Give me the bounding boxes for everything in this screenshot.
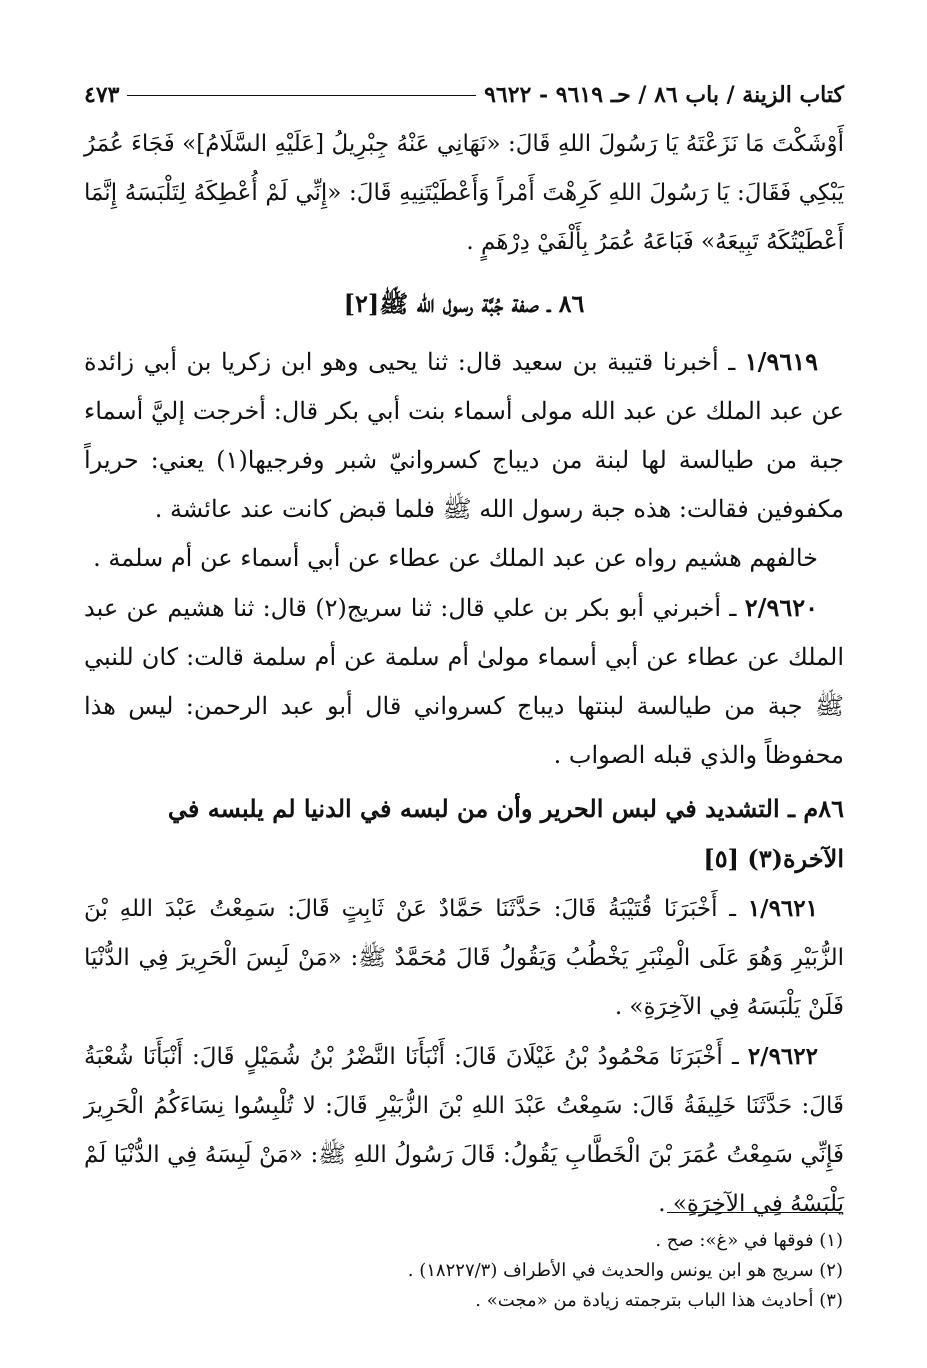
hadith-9619-number: ١/٩٦١٩	[744, 347, 818, 376]
hadith-9621-number: ١/٩٦٢١	[747, 895, 818, 922]
section-86-heading: ٨٦ ـ صفة جُبَّة رسول الله ﷺ[٢]	[343, 289, 585, 318]
hadith-9622	[84, 1032, 844, 1229]
hadith-9620-number: ٢/٩٦٢٠	[744, 593, 818, 622]
footnote-separator	[667, 1212, 843, 1213]
hadith-9619	[84, 337, 844, 534]
hadith-9619-text: ـ أخبرنا قتيبة بن سعيد قال: ثنا يحيى وهو ابن زكريا بن أبي زائدة عن عبد الملك عن عبد الله مولى أسماء بنت أبي بكر قال: أخرجت إليَّ أسماء جبة من طيالسة لها لبنة من ديباج كسروانيّ شبر وفرجيها(١) يعني: حريراً مكفوفين فقالت: هذه جبة رسول الله ﷺ فلما قبض كانت عند عائشة .	[84, 348, 844, 523]
opening-paragraph: أَوْشَكْتَ مَا نَزَعْتَهُ يَا رَسُولَ اللهِ قَالَ: «نَهَانِي عَنْهُ جِبْرِيلُ [عَلَيْهِ السَّلَامُ]» فَجَاءَ عُمَرُ يَبْكِي فَقَالَ: يَا رَسُولَ اللهِ كَرِهْتَ أَمْراً وَأَعْطَيْتَنِيهِ قَالَ: «إِنِّي لَمْ أُعْطِكَهُ لِتَلْبَسَهُ إِنَّمَا أَعْطَيْتُكَهُ تَبِيعَهُ» فَبَاعَهُ عُمَرُ بِأَلْفَيْ دِرْهَمٍ .	[84, 131, 844, 255]
hadith-9620	[84, 583, 844, 780]
header-rule	[127, 95, 476, 96]
page-number: ٤٧٣	[84, 82, 120, 108]
hadith-9621-text: ـ أَخْبَرَنَا قُتَيْبَةُ قَالَ: حَدَّثَنَا حَمَّادٌ عَنْ ثَابِتٍ قَالَ: سَمِعْتُ عَبْدَ اللهِ بْنَ الزُّبَيْرِ وَهُوَ عَلَى الْمِنْبَرِ يَخْطُبُ وَيَقُولُ قَالَ مُحَمَّدٌ ﷺ: «مَنْ لَبِسَ الْحَرِيرَ فِي الدُّنْيَا فَلَنْ يَلْبَسَهُ فِي الآخِرَةِ» .	[84, 896, 844, 1020]
section-86-note: خالفهم هشيم رواه عن عبد الملك عن عطاء عن أبي أسماء عن أم سلمة .	[93, 544, 818, 572]
header-title: كتاب الزينة / باب ٨٦ / حـ ٩٦١٩ - ٩٦٢٢	[484, 82, 844, 108]
footnotes	[83, 1226, 843, 1316]
footnote-1: (١) فوقها في «غ»: صح .	[655, 1230, 843, 1251]
footnote-2: (٢) سريج هو ابن يونس والحديث في الأطراف (١٨٢٢٧/٣) .	[407, 1260, 843, 1281]
footnote-3: (٣) أحاديث هذا الباب بترجمته زيادة من «مجت» .	[475, 1290, 843, 1311]
page-body	[84, 70, 844, 1229]
hadith-9622-number: ٢/٩٦٢٢	[747, 1043, 818, 1070]
hadith-9621	[84, 884, 844, 1032]
section-86m-heading: ٨٦م ـ التشديد في لبس الحرير وأن من لبسه في الدنيا لم يلبسه في الآخرة(٣) [٥]	[167, 794, 844, 873]
hadith-9622-text: ـ أَخْبَرَنَا مَحْمُودُ بْنُ غَيْلَانَ قَالَ: أَنْبَأَنَا النَّضْرُ بْنُ شُمَيْلٍ قَالَ: أَنْبَأَنَا شُعْبَةُ قَالَ: حَدَّثَنَا خَلِيفَةُ قَالَ: سَمِعْتُ عَبْدَ اللهِ بْنَ الزُّبَيْرِ قَالَ: لا تُلْبِسُوا نِسَاءَكُمُ الْحَرِيرَ فَإِنِّي سَمِعْتُ عُمَرَ بْنَ الْخَطَّابِ يَقُولُ: قَالَ رَسُولُ اللهِ ﷺ: «مَنْ لَبِسَهُ فِي الدُّنْيَا لَمْ يَلْبَسْهُ فِي الآخِرَةِ» .	[84, 1044, 844, 1217]
hadith-9620-text: ـ أخبرني أبو بكر بن علي قال: ثنا سريج(٢) قال: ثنا هشيم عن عبد الملك عن عطاء عن أبي أسماء مولىٰ أم سلمة عن أم سلمة قالت: كان للنبي ﷺ جبة من طيالسة لبنتها ديباج كسرواني قال أبو عبد الرحمن: ليس هذا محفوظاً والذي قبله الصواب .	[84, 594, 844, 769]
running-header	[84, 70, 844, 120]
